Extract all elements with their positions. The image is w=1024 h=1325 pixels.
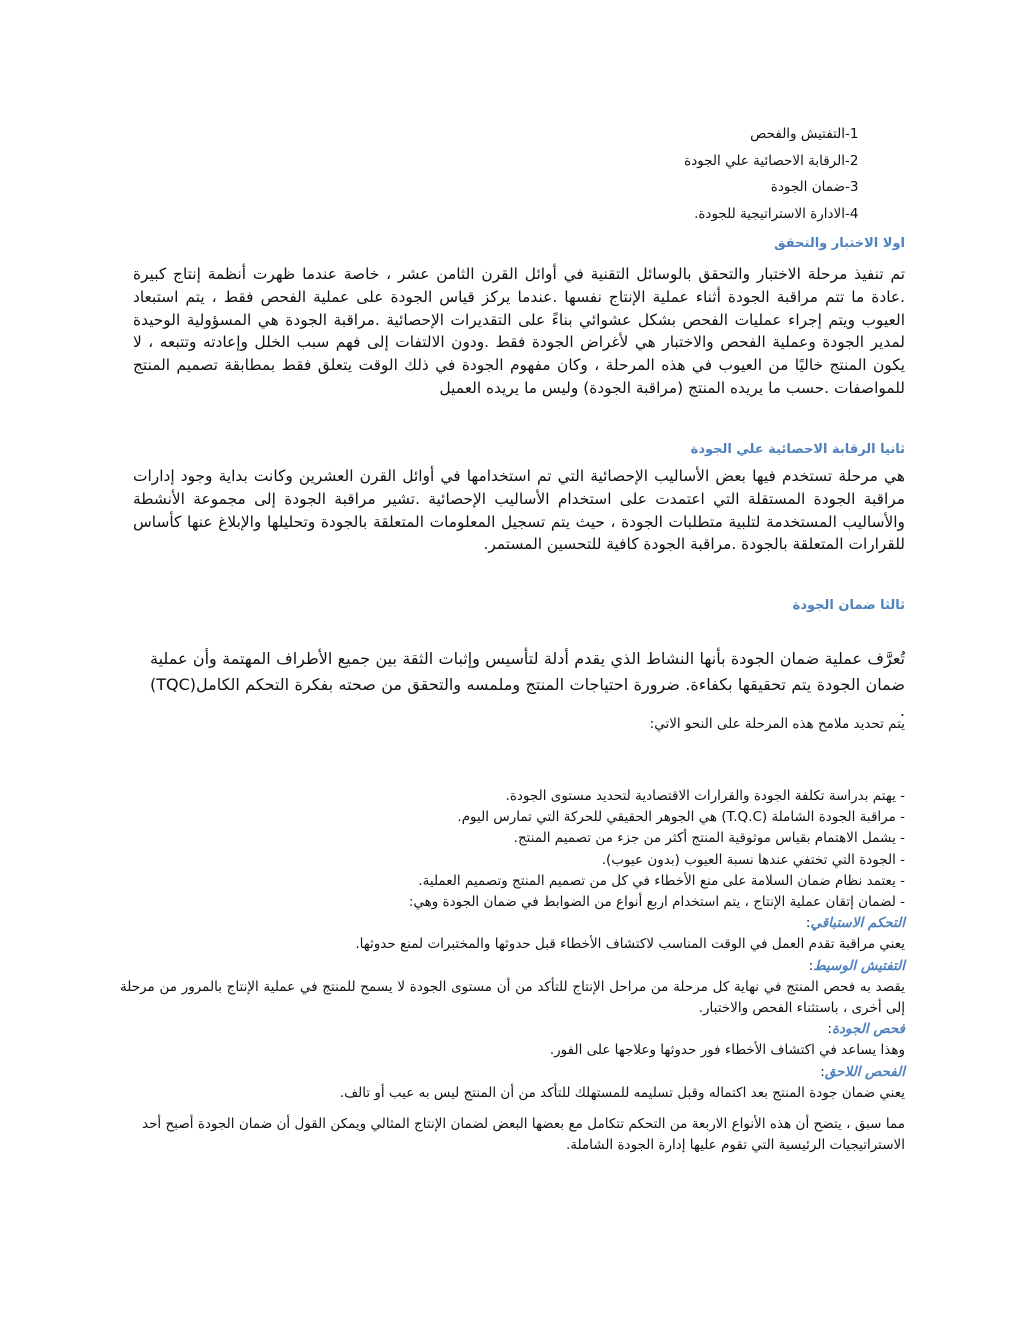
outline-number: -4 [845, 205, 859, 222]
outline-label: الادارة الاستراتيجية للجودة. [694, 205, 845, 222]
control-title: فحص الجودة: [827, 1021, 905, 1038]
outline-item [560, 174, 875, 201]
section3-heading: ثالثا ضمان الجودة [792, 598, 905, 613]
outline-item [560, 121, 875, 148]
control-text: يعني مراقبة تقدم العمل في الوقت المناسب لاكتشاف الأخطاء قبل حدوثها والمختبرات لمنع حدوثها. [355, 936, 905, 953]
outline-item [560, 148, 875, 175]
control-title: التحكم الاستباقي: [805, 915, 905, 932]
outline-number: -3 [845, 179, 859, 195]
section1-heading: اولا الاختبار والتحقق [774, 236, 905, 251]
section1-body: تم تنفيذ مرحلة الاختبار والتحقق بالوسائل التقنية في أوائل القرن الثامن عشر ، خاصة عندما ظهرت أنظمة إنتاج كبيرة .عادة ما تتم مراقبة الجودة أثناء عملية الإنتاج نفسها .عندما يركز قياس الجودة على عملية الفحص فقط ، يتم استبعاد العيوب ويتم إجراء عمليات الفحص بشكل عشوائي بناءً على التقديرات الإحصائية .مراقبة الجودة هي المسؤولية الوحيدة لمدير الجودة وعملية الفحص والاختبار هي لأغراض الجودة فقط .ودون الالتفات إلى فهم سبب الخلل وإعادته وتتبعه ، لا يكون المنتج خاليًا من العيوب في هذه المرحلة ، وكان مفهوم الجودة في ذلك الوقت يتعلق فقط بمطابقة تصميم المنتج للمواصفات .حسب ما يريده المنتج (مراقبة الجودة) وليس ما يريده العميل [133, 265, 905, 397]
section3-intro: يتم تحديد ملامح هذه المرحلة على النحو الاتي: [649, 716, 905, 732]
control-text: يعني ضمان جودة المنتج بعد اكتماله وقبل تسليمه للمستهلك للتأكد من أن المنتج ليس به عيب أو تالف. [339, 1084, 905, 1101]
outline-number: -2 [845, 152, 859, 169]
section2-heading: ثانيا الرقابة الاحصائية علي الجودة [690, 442, 905, 457]
outline-label: الرقابة الاحصائية علي الجودة [684, 152, 845, 169]
list-item: - يعتمد نظام ضمان السلامة على منع الأخطاء في كل من تصميم المنتج وتصميم العملية. [418, 872, 905, 889]
section2-body: هي مرحلة تستخدم فيها بعض الأساليب الإحصائية التي تم استخدامها في أوائل القرن العشرين وكانت بداية وجود إدارات مراقبة الجودة المستقلة التي اعتمدت على استخدام الأساليب الإحصائية .تشير مراقبة الجودة إلى مجموعة الأنشطة والأساليب المستخدمة لتلبية متطلبات الجودة ، حيث يتم تسجيل المعلومات المتعلقة بالجودة وتحليلها والإبلاغ عنها كأساس للقرارات المتعلقة بالجودة .مراقبة الجودة كافية للتحسين المستمر. [133, 467, 905, 554]
control-text: وهذا يساعد في اكتشاف الأخطاء فور حدوثها وعلاجها على الفور. [549, 1042, 905, 1059]
conclusion-paragraph: مما سبق ، يتضح أن هذه الأنواع الاربعة من التحكم تتكامل مع بعضها البعض لضمان الإنتاج المثالي ويمكن القول أن ضمان الجودة أصبح أحد الاستراتيجيات الرئيسية التي تقوم عليها إدارة الجودة الشاملة. [142, 1115, 905, 1153]
outline-list [560, 121, 875, 227]
list-item: - مراقبة الجودة الشاملة (T.Q.C) هي الجوهر الحقيقي للحركة التي تمارس اليوم. [457, 809, 905, 826]
control-title: التفتيش الوسيط: [808, 957, 905, 974]
outline-label: التفتيش والفحص [750, 126, 845, 142]
control-title: الفحص اللاحق: [820, 1063, 905, 1080]
section3-body: تُعرَّف عملية ضمان الجودة بأنها النشاط الذي يقدم أدلة لتأسيس وإثبات الثقة بين جميع الأطراف المهتمة وأن عملية ضمان الجودة يتم تحقيقها بكفاءة. ضرورة احتياجات المنتج وملمسه والتحقق من صحته بفكرة التحكم الكامل(TQC) . [150, 649, 905, 720]
features-list [120, 786, 905, 1104]
list-item: - الجودة التي تختفي عندها نسبة العيوب (بدون عيوب). [601, 851, 905, 868]
control-text: يقصد به فحص المنتج في نهاية كل مرحلة من مراحل الإنتاج للتأكد من أن مستوى الجودة لا يسمح للمنتج في عملية الإنتاج بالمرور من مرحلة إلى أخرى ، باستثناء الفحص والاختبار. [120, 978, 905, 1017]
list-item: - يشمل الاهتمام بقياس موثوقية المنتج أكثر من جزء من تصميم المنتج. [513, 830, 905, 847]
list-item: - لضمان إتقان عملية الإنتاج ، يتم استخدام اربع أنواع من الضوابط في ضمان الجودة وهي: [408, 894, 905, 911]
outline-number: -1 [845, 126, 859, 142]
list-item: - يهتم بدراسة تكلفة الجودة والقرارات الاقتصادية لتحديد مستوى الجودة. [505, 788, 905, 804]
outline-label: ضمان الجودة [770, 179, 845, 195]
outline-item [560, 201, 875, 228]
